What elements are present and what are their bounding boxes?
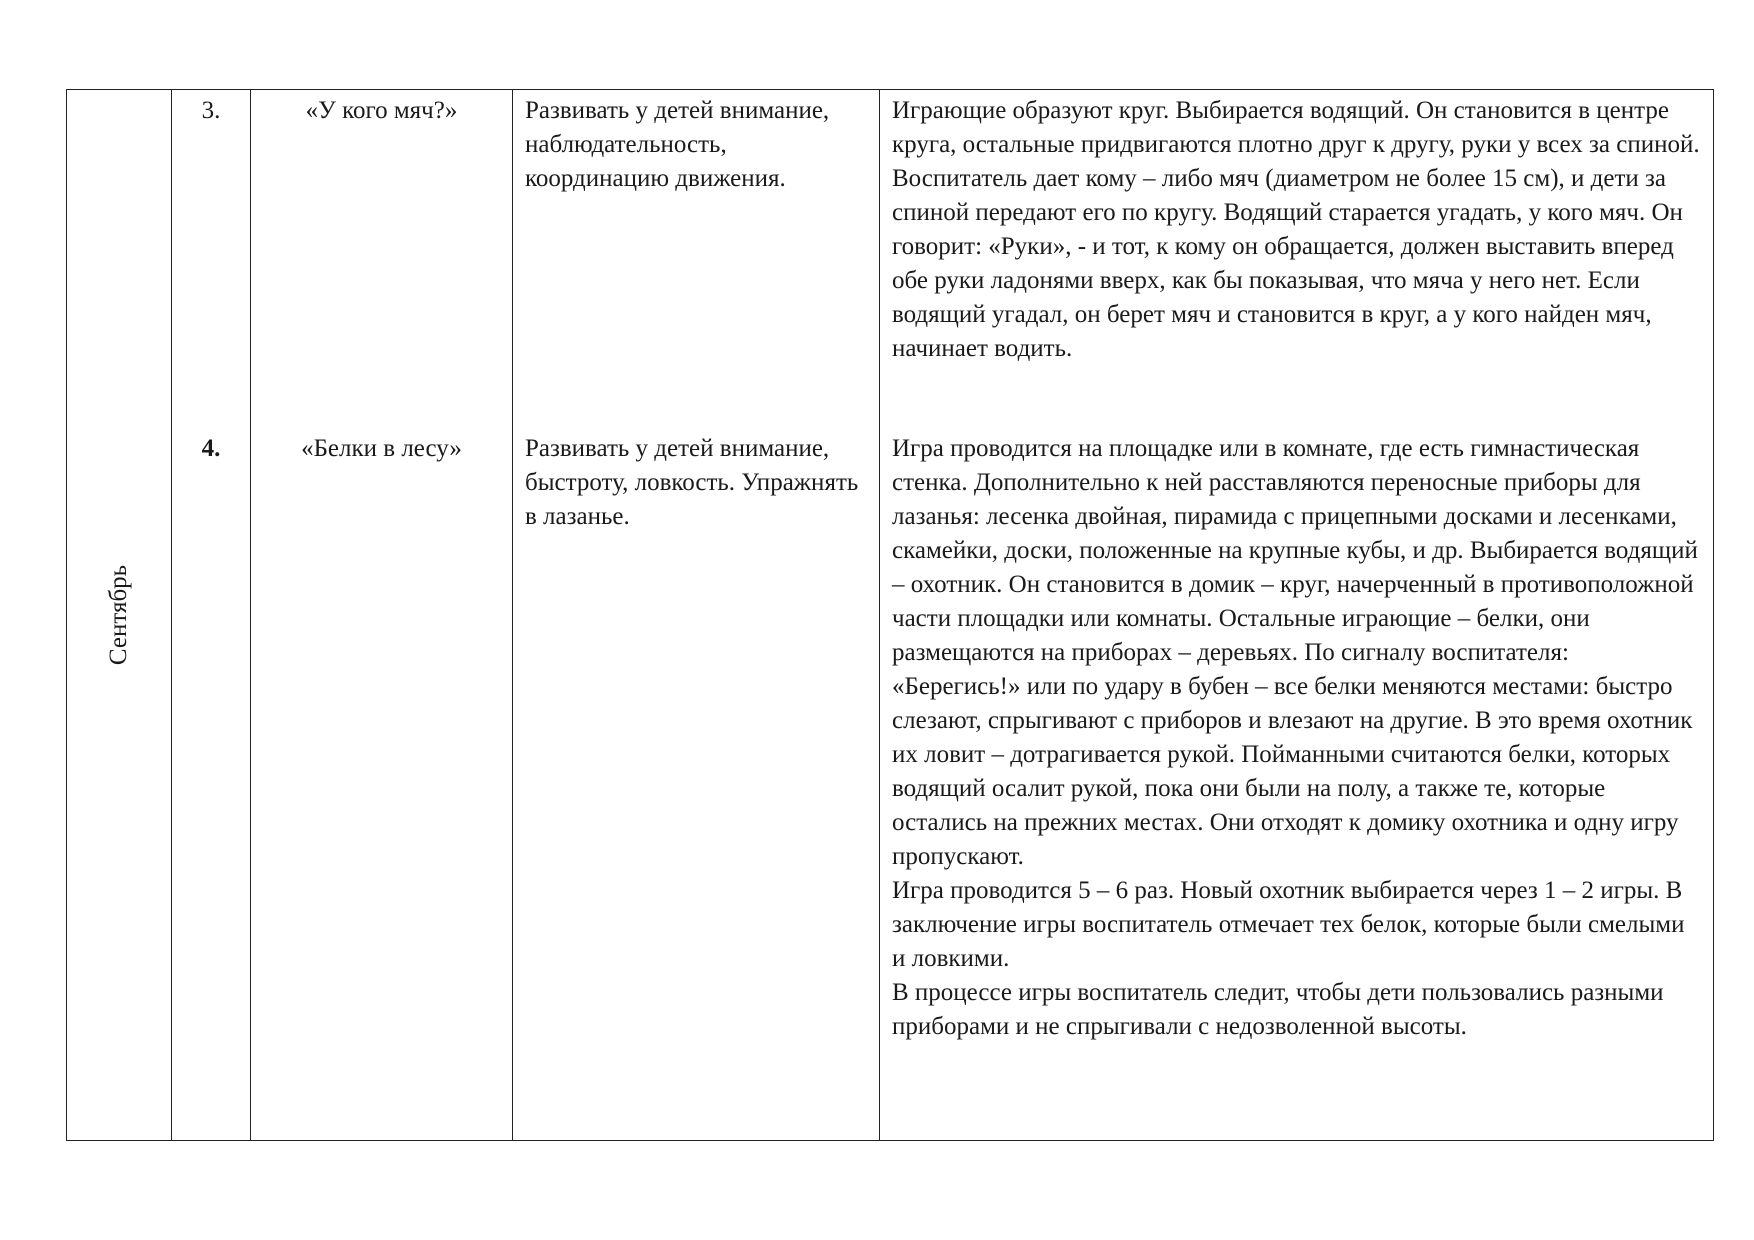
row-1-number: 3. [201,97,221,124]
row-2-description-paragraph-1: Игра проводится на площадке или в комнате, где есть гимнастическая стенка. Дополнительно к ней расставляются переносные приборы для лазанья: лесенка двойная, пирамида с прицепными досками и лесенками, скамейки, доски, положенные на крупные кубы, и др. Выбирается водящий – охотник. Он становится в домик – круг, начерченный в противоположной части площадки или комнаты. Остальные играющие – белки, они размещаются на приборах – деревьях. По сигналу воспитателя: «Берегись!» или по удару в бубен – все белки меняются местами: быстро слезают, спрыгивают с приборов и влезают на другие. В это время охотник их ловит – дотрагивается рукой. Пойманными считаются белки, которых водящий осалит рукой, пока они были на полу, а также те, которые остались на прежних местах. Они отходят к домику охотника и одну игру пропускают. [892,435,1698,870]
game-name-column [251,90,513,1141]
row-1-goal: Развивать у детей внимание, наблюдательность, координацию движения. [525,97,830,192]
number-column [172,90,251,1141]
row-2-goal: Развивать у детей внимание, быстроту, ловкость. Упражнять в лазанье. [525,435,859,530]
row-1-description-paragraph-1: Играющие образуют круг. Выбирается водящий. Он становится в центре круга, остальные придвигаются плотно друг к другу, руки у всех за спиной. Воспитатель дает кому – либо мяч (диаметром не более 15 см), и дети за спиной передают его по кругу. Водящий старается угадать, у кого мяч. Он говорит: «Руки», - и тот, к кому он обращается, должен выставить вперед обе руки ладонями вверх, как бы показывая, что мяча у него нет. Если водящий угадал, он берет мяч и становится в круг, а у кого найден мяч, начинает водить. [892,97,1700,362]
month-label: Сентябрь [105,564,132,666]
row-2-description [880,432,1713,1044]
row-1-description [880,94,1713,366]
description-column [880,90,1714,1141]
table-row [67,90,1714,1141]
row-2-game-name: «Белки в лесу» [301,435,462,462]
row-2-description-paragraph-3: В процессе игры воспитатель следит, чтобы дети пользовались разными приборами и не спрыгивали с недозволенной высоты. [892,979,1664,1040]
games-table [66,89,1714,1141]
row-1-game-name: «У кого мяч?» [305,97,458,124]
row-2-number: 4. [201,435,221,462]
goal-column [513,90,880,1141]
row-2-description-paragraph-2: Игра проводится 5 – 6 раз. Новый охотник выбирается через 1 – 2 игры. В заключение игры воспитатель отмечает тех белок, которые были смелыми и ловкими. [892,877,1685,972]
month-cell [67,90,172,1141]
